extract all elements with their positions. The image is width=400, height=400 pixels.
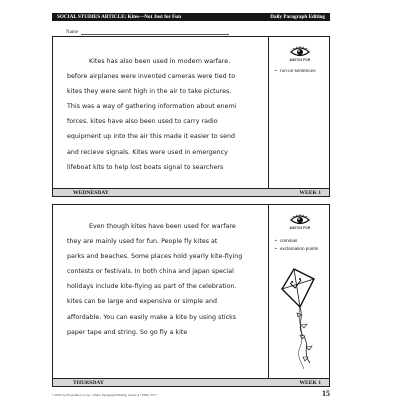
wednesday-text-box xyxy=(52,36,269,189)
thursday-day-bar xyxy=(52,378,330,387)
paragraph-line: and recieve signals. Kites were used in emergency xyxy=(67,148,228,156)
paragraph-line: kites they were sent high in the air to take pictures. xyxy=(67,88,232,96)
thursday-text-box xyxy=(52,204,269,379)
article-header-bar xyxy=(52,13,330,21)
paragraph-line: Even though kites have been used for warfare xyxy=(89,223,236,230)
page-number: 15 xyxy=(322,389,330,398)
paragraph-line: they are mainly used for fun. People fly kites at xyxy=(67,238,218,246)
thursday-paragraph xyxy=(67,219,271,340)
book-title: Daily Paragraph Editing xyxy=(270,14,325,20)
paragraph-line: parks and beaches. Some places hold yearly kite-flying xyxy=(67,253,243,261)
wednesday-watch-list xyxy=(275,68,327,76)
paragraph-line: forces. kites have also been used to carry radio xyxy=(67,118,218,126)
paragraph-line: affordable. You can easily make a kite by using sticks xyxy=(67,313,237,321)
paragraph-line: lifeboat kits to help lost boats signal to searchers xyxy=(67,163,224,171)
name-label: Name xyxy=(66,30,78,35)
week-label: WEEK 1 xyxy=(299,189,321,196)
copyright-credit: ©2004 by Evan-Moor Corp. • Daily Paragraph Editing, Grade 4 • EMC 2727 xyxy=(52,393,157,397)
name-field xyxy=(66,29,229,35)
paragraph-line: holidays include kite-flying as part of the celebration. xyxy=(67,283,237,291)
wednesday-watch-for xyxy=(270,46,330,62)
paragraph-line: before airplanes were invented cameras were tied to xyxy=(67,73,236,81)
paragraph-line: equipment up into the air this made it easier to send xyxy=(67,133,235,141)
paragraph-line: contests or festivals. In both china and japan special xyxy=(67,268,234,276)
page-footer xyxy=(52,389,330,398)
article-title: SOCIAL STUDIES ARTICLE: Kites—Not Just for Fun xyxy=(57,14,181,20)
wednesday-panel xyxy=(52,36,330,197)
paragraph-line: kites can be large and expensive or simple and xyxy=(67,298,217,306)
thursday-watch-for xyxy=(270,214,330,230)
week-label: WEEK 1 xyxy=(299,379,321,386)
eye-icon xyxy=(290,214,310,226)
name-blank-line xyxy=(81,29,229,35)
day-label: THURSDAY xyxy=(73,379,104,386)
watch-item: • run-on sentences xyxy=(275,68,327,74)
watch-item: • commas xyxy=(275,238,327,244)
watch-for-label: WATCH FOR xyxy=(289,226,311,230)
eye-icon xyxy=(290,46,310,58)
watch-for-label: WATCH FOR xyxy=(289,58,311,62)
wednesday-day-bar xyxy=(52,188,330,197)
paragraph-line: paper tape and string. So go fly a kite xyxy=(67,328,188,336)
watch-item: • exclamation points xyxy=(275,246,327,252)
kite-illustration xyxy=(274,267,326,371)
day-label: WEDNESDAY xyxy=(73,189,109,196)
wednesday-paragraph xyxy=(67,54,271,175)
paragraph-line: Kites has also been used in modern warfare. xyxy=(89,58,231,65)
thursday-watch-list xyxy=(275,238,327,253)
thursday-panel xyxy=(52,204,330,387)
paragraph-line: This was a way of gathering information about enemi xyxy=(67,103,237,111)
